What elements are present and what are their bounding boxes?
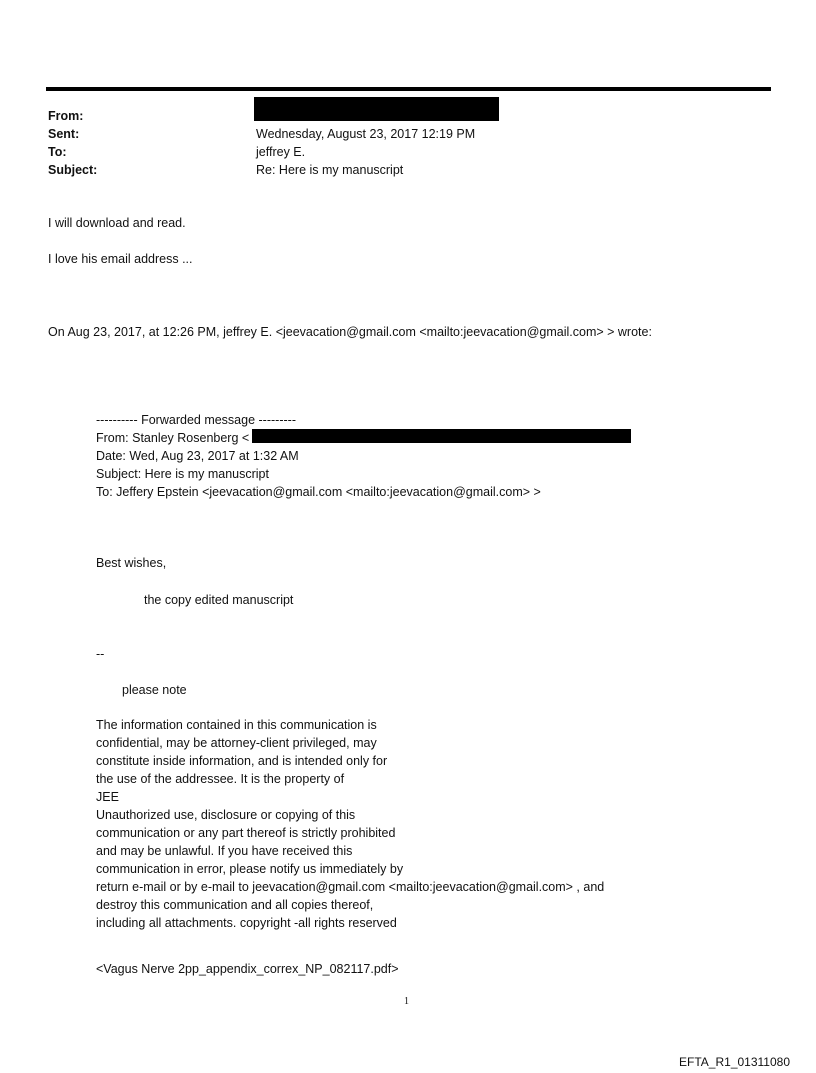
- disclaimer-line: Unauthorized use, disclosure or copying of this: [96, 808, 356, 822]
- disclaimer-line: return e-mail or by e-mail to jeevacation@gmail.com <mailto:jeevacation@gmail.com> , and: [96, 880, 605, 894]
- disclaimer: [96, 716, 604, 932]
- disclaimer-line: the use of the addressee. It is the property of: [96, 772, 345, 786]
- signature-dash: --: [96, 647, 105, 661]
- disclaimer-line: destroy this communication and all copies thereof,: [96, 898, 374, 912]
- forward-to: To: Jeffery Epstein <jeevacation@gmail.com <mailto:jeevacation@gmail.com> >: [96, 485, 541, 499]
- header-rule: [46, 87, 771, 91]
- document-id: EFTA_R1_01311080: [679, 1055, 790, 1069]
- forward-subject: Subject: Here is my manuscript: [96, 467, 269, 481]
- page-number: 1: [404, 996, 409, 1007]
- disclaimer-line: communication or any part thereof is strictly prohibited: [96, 826, 396, 840]
- disclaimer-line: communication in error, please notify us immediately by: [96, 862, 404, 876]
- quote-intro: On Aug 23, 2017, at 12:26 PM, jeffrey E. <jeevacation@gmail.com <mailto:jeevacation@gmail.com> > wrote:: [48, 325, 652, 339]
- reply-line-1: I will download and read.: [48, 216, 186, 230]
- disclaimer-line: and may be unlawful. If you have received this: [96, 844, 353, 858]
- sent-label: Sent:: [48, 127, 80, 141]
- greeting: Best wishes,: [96, 556, 167, 570]
- reply-line-2: I love his email address ...: [48, 252, 193, 266]
- to-value: jeffrey E.: [256, 145, 306, 159]
- subject-label: Subject:: [48, 163, 98, 177]
- disclaimer-line: including all attachments. copyright -all rights reserved: [96, 916, 397, 930]
- disclaimer-line: constitute inside information, and is intended only for: [96, 754, 388, 768]
- sent-value: Wednesday, August 23, 2017 12:19 PM: [256, 127, 476, 141]
- disclaimer-line: confidential, may be attorney-client privileged, may: [96, 736, 377, 750]
- forward-from-redaction: [252, 429, 631, 443]
- manuscript-line: the copy edited manuscript: [144, 593, 294, 607]
- attachment-name[interactable]: <Vagus Nerve 2pp_appendix_correx_NP_082117.pdf>: [96, 962, 399, 976]
- forward-from: From: Stanley Rosenberg <: [96, 431, 250, 445]
- forward-separator: ---------- Forwarded message ---------: [96, 413, 296, 427]
- disclaimer-line: JEE: [96, 790, 119, 804]
- from-redaction: [254, 97, 499, 121]
- from-label: From:: [48, 109, 84, 123]
- disclaimer-line: The information contained in this communication is: [96, 718, 377, 732]
- please-note: please note: [122, 683, 187, 697]
- to-label: To:: [48, 145, 67, 159]
- forward-date: Date: Wed, Aug 23, 2017 at 1:32 AM: [96, 449, 299, 463]
- subject-value: Re: Here is my manuscript: [256, 163, 404, 177]
